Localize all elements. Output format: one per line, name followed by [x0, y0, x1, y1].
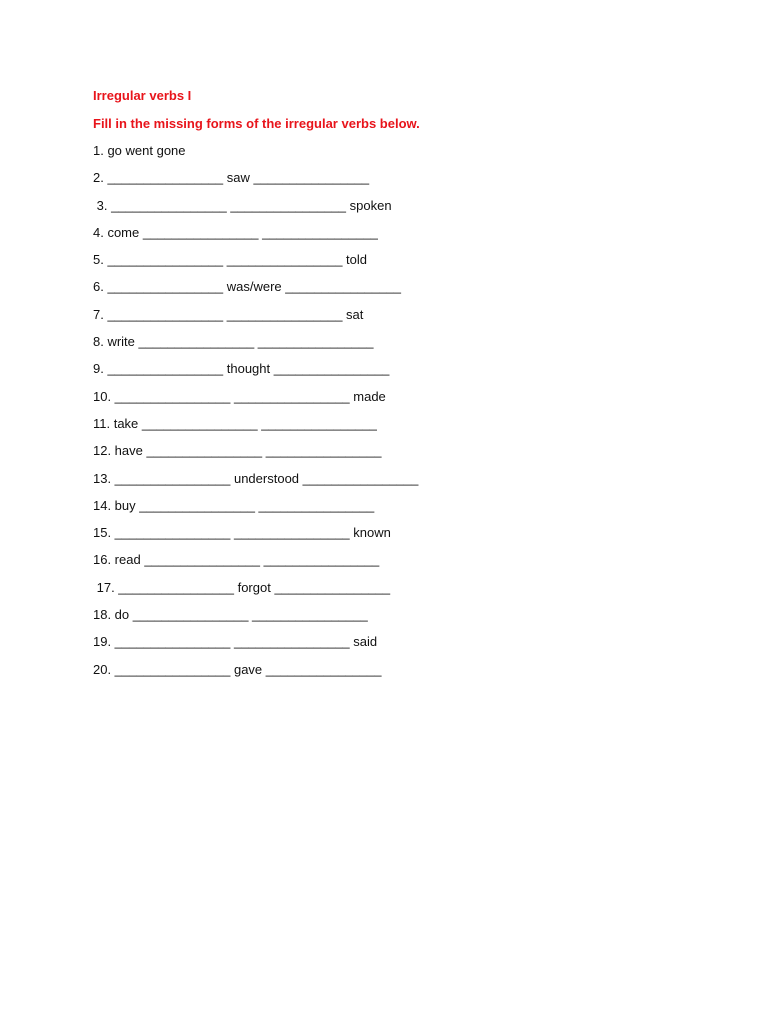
- exercise-item-9: 9. ________________ thought ________________: [93, 361, 390, 377]
- exercise-item-19: 19. ________________ ________________ said: [93, 634, 378, 650]
- exercise-item-2: 2. ________________ saw ________________: [93, 170, 370, 186]
- exercise-item-18: 18. do ________________ ________________: [93, 607, 368, 623]
- exercise-item-13: 13. ________________ understood ________________: [93, 470, 419, 486]
- exercise-item-20: 20. ________________ gave ________________: [93, 661, 382, 677]
- exercise-item-5: 5. ________________ ________________ told: [93, 252, 367, 268]
- exercise-item-11: 11. take ________________ ________________: [93, 415, 377, 431]
- exercise-item-17: 17. ________________ forgot ________________: [93, 579, 391, 595]
- exercise-item-4: 4. come ________________ ________________: [93, 224, 378, 240]
- exercise-item-7: 7. ________________ ________________ sat: [93, 306, 364, 322]
- exercise-item-12: 12. have ________________ ________________: [93, 443, 382, 459]
- exercise-item-1: 1. go went gone: [93, 143, 186, 158]
- exercise-item-15: 15. ________________ ________________ known: [93, 525, 391, 541]
- worksheet-instruction: Fill in the missing forms of the irregular verbs below.: [93, 116, 420, 131]
- exercise-item-6: 6. ________________ was/were ________________: [93, 279, 401, 295]
- verb-exercise-list: [93, 143, 418, 689]
- exercise-item-3: 3. ________________ ________________ spoken: [93, 197, 392, 213]
- worksheet-title: Irregular verbs I: [93, 88, 192, 103]
- exercise-item-8: 8. write ________________ ________________: [93, 334, 374, 350]
- exercise-item-16: 16. read ________________ ________________: [93, 552, 380, 568]
- exercise-item-14: 14. buy ________________ ________________: [93, 497, 375, 513]
- exercise-item-10: 10. ________________ ________________ made: [93, 388, 386, 404]
